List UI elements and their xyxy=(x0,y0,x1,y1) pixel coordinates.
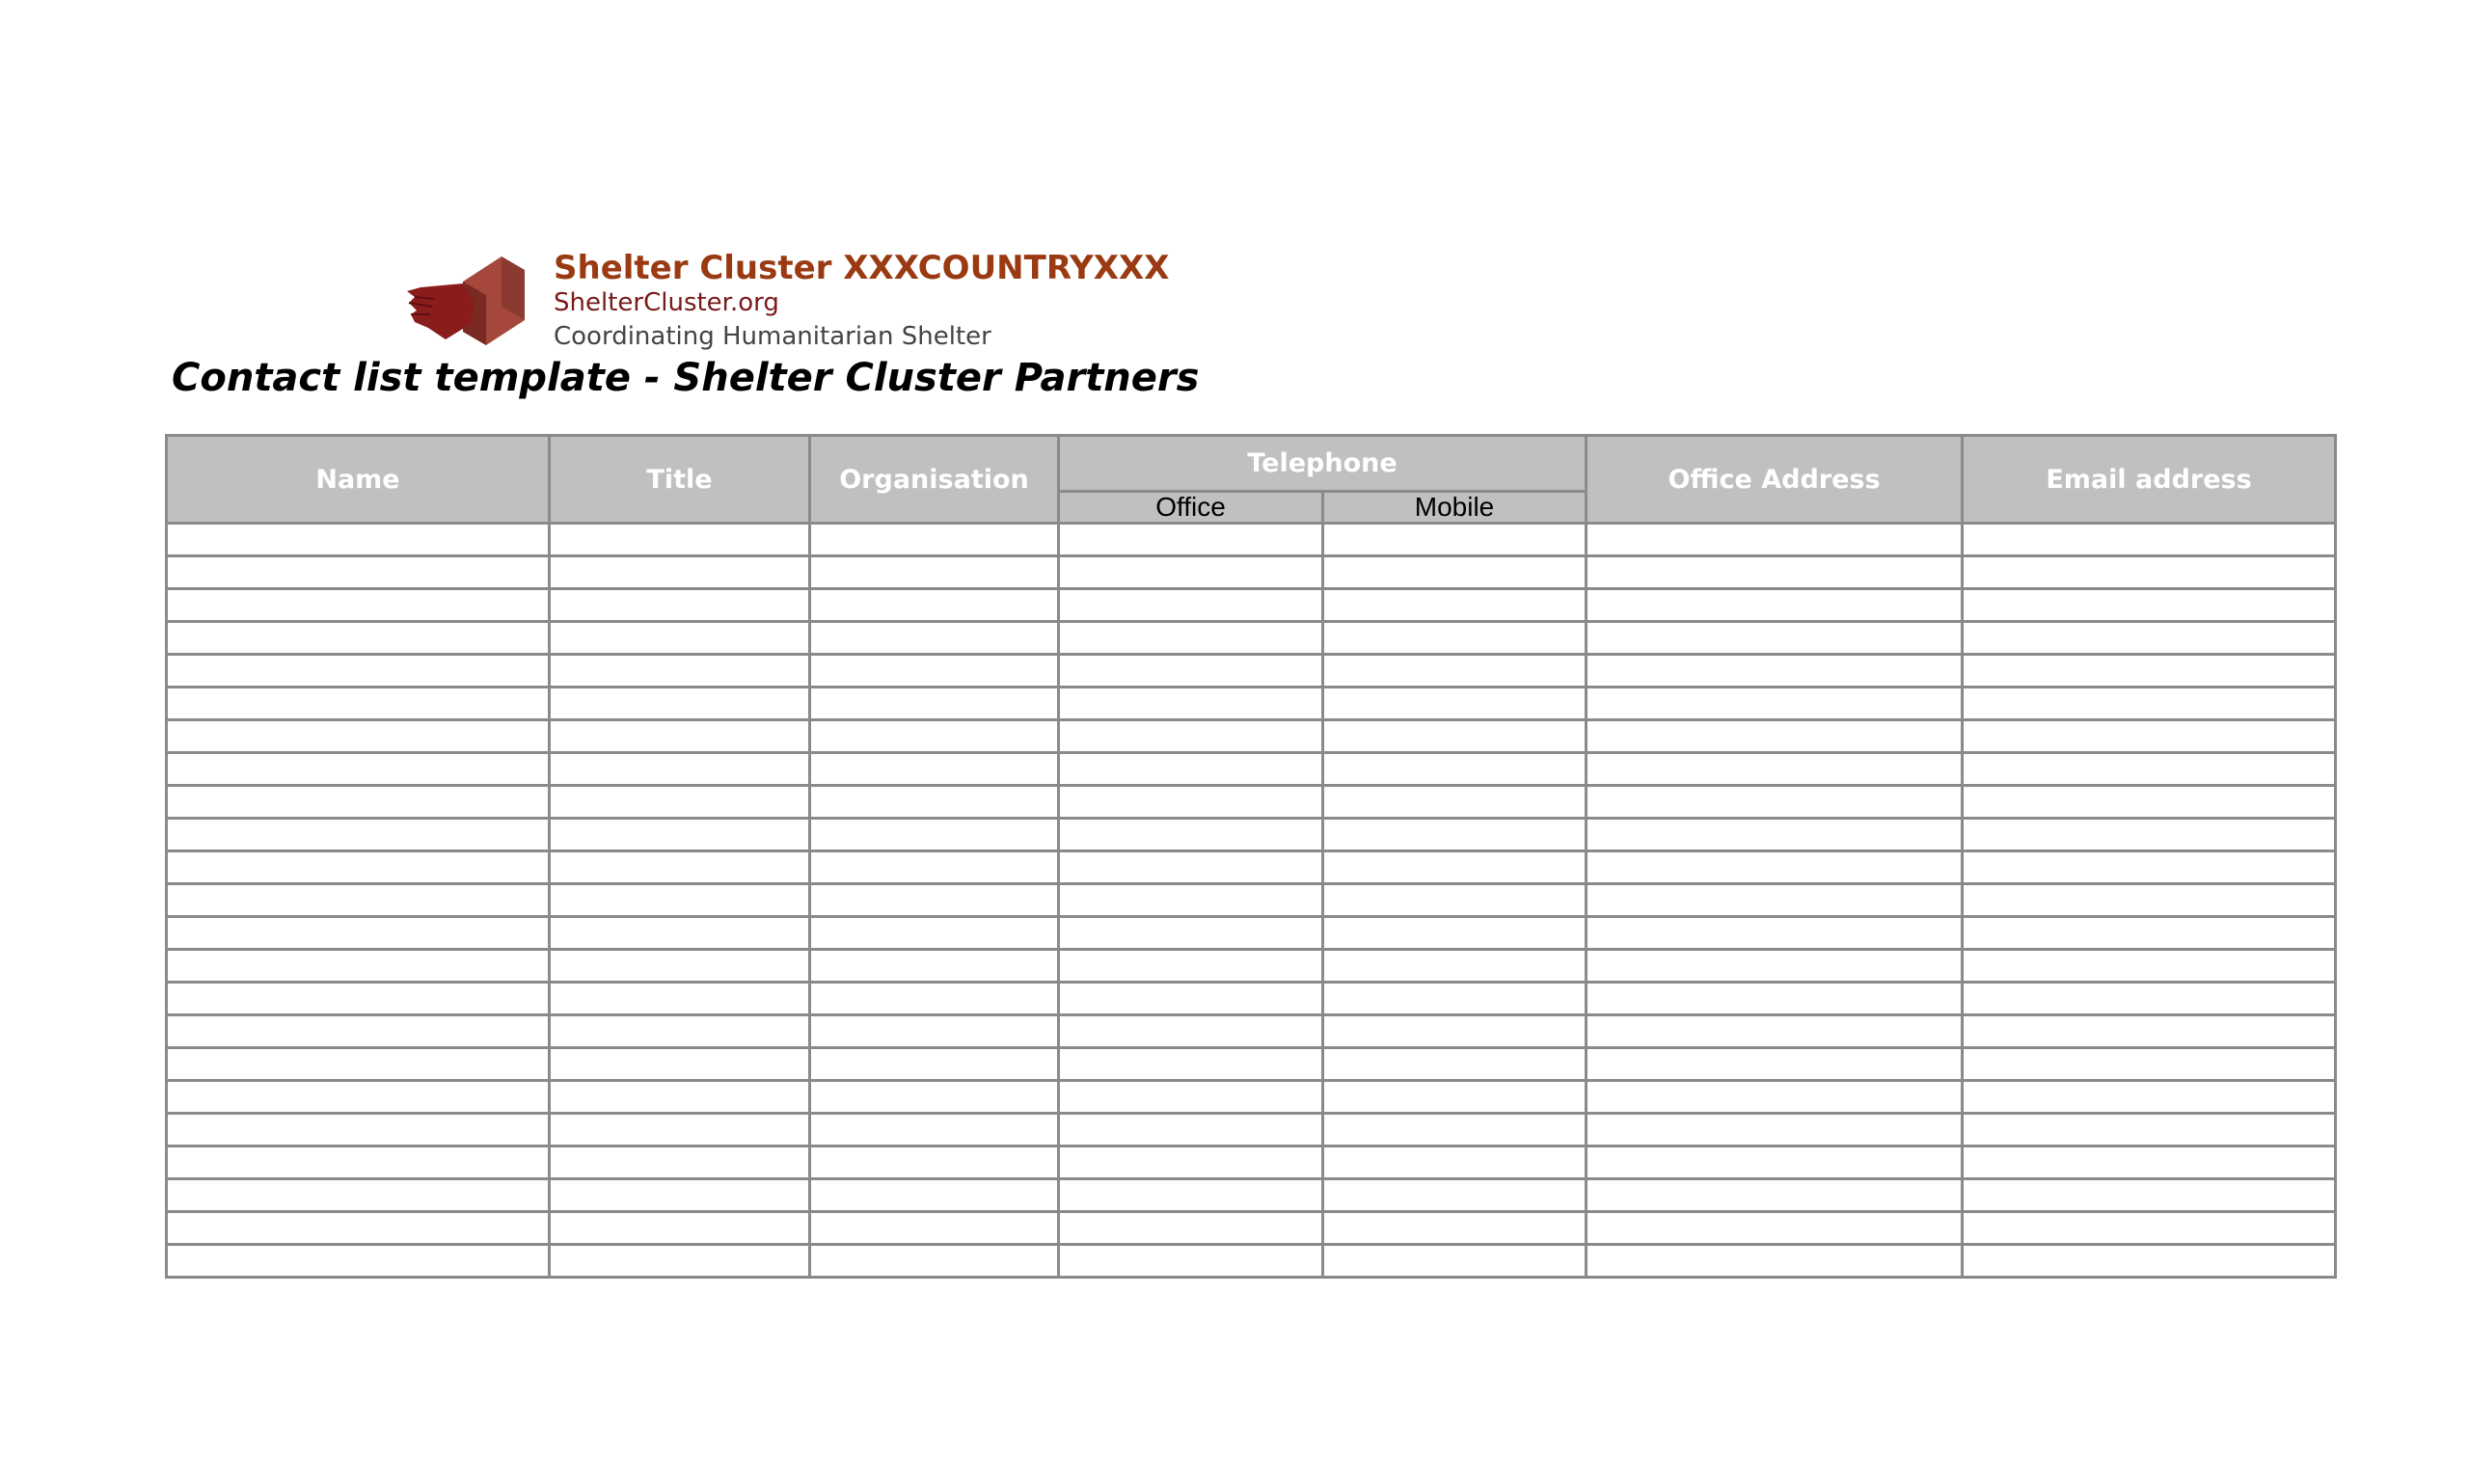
cell-name[interactable] xyxy=(167,655,550,688)
cell-telephone-mobile[interactable] xyxy=(1323,589,1587,622)
cell-telephone-office[interactable] xyxy=(1059,556,1323,589)
table-row xyxy=(167,556,2336,589)
table-row xyxy=(167,1245,2336,1278)
cell-telephone-mobile[interactable] xyxy=(1323,688,1587,720)
table-row xyxy=(167,655,2336,688)
cell-name[interactable] xyxy=(167,720,550,753)
cell-telephone-office[interactable] xyxy=(1059,1114,1323,1147)
cell-telephone-office[interactable] xyxy=(1059,655,1323,688)
cell-title[interactable] xyxy=(550,720,810,753)
table-row xyxy=(167,720,2336,753)
cell-office-address[interactable] xyxy=(1587,1114,1963,1147)
cell-telephone-office[interactable] xyxy=(1059,1015,1323,1048)
cell-telephone-mobile[interactable] xyxy=(1323,1212,1587,1245)
table-row xyxy=(167,786,2336,819)
cell-telephone-office[interactable] xyxy=(1059,622,1323,655)
cell-organisation[interactable] xyxy=(810,1212,1059,1245)
cell-email-address[interactable] xyxy=(1963,655,2336,688)
cell-telephone-mobile[interactable] xyxy=(1323,851,1587,884)
cell-telephone-office[interactable] xyxy=(1059,1179,1323,1212)
cell-telephone-mobile[interactable] xyxy=(1323,753,1587,786)
cell-title[interactable] xyxy=(550,1114,810,1147)
org-tagline: Coordinating Humanitarian Shelter xyxy=(554,322,991,351)
cell-organisation[interactable] xyxy=(810,688,1059,720)
cell-email-address[interactable] xyxy=(1963,786,2336,819)
cell-title[interactable] xyxy=(550,622,810,655)
cell-email-address[interactable] xyxy=(1963,556,2336,589)
cell-office-address[interactable] xyxy=(1587,753,1963,786)
cell-title[interactable] xyxy=(550,1147,810,1179)
contact-list-table xyxy=(165,434,2337,1279)
cell-telephone-mobile[interactable] xyxy=(1323,1081,1587,1114)
cell-organisation[interactable] xyxy=(810,1114,1059,1147)
cell-office-address[interactable] xyxy=(1587,622,1963,655)
cell-title[interactable] xyxy=(550,524,810,556)
cell-email-address[interactable] xyxy=(1963,1081,2336,1114)
table-row xyxy=(167,1212,2336,1245)
cell-name[interactable] xyxy=(167,1114,550,1147)
cell-telephone-mobile[interactable] xyxy=(1323,917,1587,950)
column-header-title: Title xyxy=(550,436,810,524)
cell-organisation[interactable] xyxy=(810,1015,1059,1048)
cell-email-address[interactable] xyxy=(1963,622,2336,655)
cell-telephone-mobile[interactable] xyxy=(1323,1048,1587,1081)
cell-organisation[interactable] xyxy=(810,1048,1059,1081)
table-row xyxy=(167,622,2336,655)
cell-email-address[interactable] xyxy=(1963,688,2336,720)
table-row xyxy=(167,753,2336,786)
cell-email-address[interactable] xyxy=(1963,1212,2336,1245)
cell-title[interactable] xyxy=(550,917,810,950)
cell-email-address[interactable] xyxy=(1963,917,2336,950)
cell-office-address[interactable] xyxy=(1587,556,1963,589)
cell-email-address[interactable] xyxy=(1963,950,2336,983)
cell-office-address[interactable] xyxy=(1587,917,1963,950)
cell-title[interactable] xyxy=(550,1048,810,1081)
cell-telephone-office[interactable] xyxy=(1059,1147,1323,1179)
page-title: Contact list template - Shelter Cluster Partners xyxy=(172,356,1200,400)
cell-telephone-office[interactable] xyxy=(1059,983,1323,1015)
cell-organisation[interactable] xyxy=(810,720,1059,753)
table-row xyxy=(167,884,2336,917)
cell-organisation[interactable] xyxy=(810,753,1059,786)
cell-telephone-mobile[interactable] xyxy=(1323,655,1587,688)
table-row xyxy=(167,983,2336,1015)
column-header-organisation: Organisation xyxy=(810,436,1059,524)
cell-title[interactable] xyxy=(550,1245,810,1278)
cell-name[interactable] xyxy=(167,753,550,786)
cell-office-address[interactable] xyxy=(1587,1147,1963,1179)
cell-organisation[interactable] xyxy=(810,1147,1059,1179)
cell-office-address[interactable] xyxy=(1587,589,1963,622)
cell-email-address[interactable] xyxy=(1963,1015,2336,1048)
cell-title[interactable] xyxy=(550,753,810,786)
org-url: ShelterCluster.org xyxy=(554,288,779,317)
cell-title[interactable] xyxy=(550,851,810,884)
cell-telephone-mobile[interactable] xyxy=(1323,720,1587,753)
cell-title[interactable] xyxy=(550,1081,810,1114)
cell-telephone-mobile[interactable] xyxy=(1323,819,1587,851)
cell-telephone-office[interactable] xyxy=(1059,819,1323,851)
cell-name[interactable] xyxy=(167,983,550,1015)
cell-name[interactable] xyxy=(167,1147,550,1179)
org-name: Shelter Cluster XXXCOUNTRYXXX xyxy=(554,249,1170,287)
cell-name[interactable] xyxy=(167,589,550,622)
cell-title[interactable] xyxy=(550,688,810,720)
cell-name[interactable] xyxy=(167,884,550,917)
cell-telephone-mobile[interactable] xyxy=(1323,950,1587,983)
cell-telephone-office[interactable] xyxy=(1059,786,1323,819)
cell-name[interactable] xyxy=(167,917,550,950)
cell-title[interactable] xyxy=(550,1015,810,1048)
cell-telephone-office[interactable] xyxy=(1059,1212,1323,1245)
table-row xyxy=(167,1114,2336,1147)
column-header-email-address: Email address xyxy=(1963,436,2336,524)
cell-telephone-office[interactable] xyxy=(1059,688,1323,720)
cell-office-address[interactable] xyxy=(1587,1048,1963,1081)
cell-name[interactable] xyxy=(167,1048,550,1081)
cell-title[interactable] xyxy=(550,655,810,688)
cell-organisation[interactable] xyxy=(810,556,1059,589)
cell-email-address[interactable] xyxy=(1963,1179,2336,1212)
cell-organisation[interactable] xyxy=(810,622,1059,655)
cell-email-address[interactable] xyxy=(1963,983,2336,1015)
cell-name[interactable] xyxy=(167,688,550,720)
cell-telephone-office[interactable] xyxy=(1059,1048,1323,1081)
cell-telephone-office[interactable] xyxy=(1059,950,1323,983)
cell-organisation[interactable] xyxy=(810,983,1059,1015)
cell-organisation[interactable] xyxy=(810,819,1059,851)
cell-title[interactable] xyxy=(550,950,810,983)
cell-telephone-mobile[interactable] xyxy=(1323,1245,1587,1278)
cell-telephone-mobile[interactable] xyxy=(1323,786,1587,819)
cell-email-address[interactable] xyxy=(1963,1147,2336,1179)
cell-name[interactable] xyxy=(167,622,550,655)
table-row xyxy=(167,1179,2336,1212)
cell-telephone-mobile[interactable] xyxy=(1323,1147,1587,1179)
cell-email-address[interactable] xyxy=(1963,720,2336,753)
cell-title[interactable] xyxy=(550,786,810,819)
cell-organisation[interactable] xyxy=(810,1179,1059,1212)
cell-telephone-office[interactable] xyxy=(1059,589,1323,622)
cell-telephone-mobile[interactable] xyxy=(1323,524,1587,556)
cell-organisation[interactable] xyxy=(810,950,1059,983)
cell-title[interactable] xyxy=(550,983,810,1015)
table-body xyxy=(167,524,2336,1278)
cell-name[interactable] xyxy=(167,1245,550,1278)
table-row xyxy=(167,589,2336,622)
cell-organisation[interactable] xyxy=(810,917,1059,950)
cell-office-address[interactable] xyxy=(1587,884,1963,917)
column-header-name: Name xyxy=(167,436,550,524)
cell-organisation[interactable] xyxy=(810,786,1059,819)
column-header-telephone-office: Office xyxy=(1059,492,1323,524)
cell-telephone-mobile[interactable] xyxy=(1323,884,1587,917)
cell-name[interactable] xyxy=(167,851,550,884)
cell-telephone-mobile[interactable] xyxy=(1323,622,1587,655)
cell-office-address[interactable] xyxy=(1587,1015,1963,1048)
cell-organisation[interactable] xyxy=(810,851,1059,884)
cell-title[interactable] xyxy=(550,884,810,917)
cell-email-address[interactable] xyxy=(1963,1245,2336,1278)
cell-organisation[interactable] xyxy=(810,1245,1059,1278)
table-row xyxy=(167,917,2336,950)
cell-office-address[interactable] xyxy=(1587,655,1963,688)
table-row xyxy=(167,819,2336,851)
shelter-cluster-logo-icon xyxy=(407,255,525,347)
cell-telephone-mobile[interactable] xyxy=(1323,1179,1587,1212)
cell-telephone-mobile[interactable] xyxy=(1323,1015,1587,1048)
cell-email-address[interactable] xyxy=(1963,851,2336,884)
cell-office-address[interactable] xyxy=(1587,524,1963,556)
table-row xyxy=(167,1048,2336,1081)
table-row xyxy=(167,688,2336,720)
cell-office-address[interactable] xyxy=(1587,1081,1963,1114)
cell-office-address[interactable] xyxy=(1587,688,1963,720)
column-header-office-address: Office Address xyxy=(1587,436,1963,524)
cell-email-address[interactable] xyxy=(1963,884,2336,917)
cell-title[interactable] xyxy=(550,589,810,622)
cell-telephone-office[interactable] xyxy=(1059,524,1323,556)
cell-email-address[interactable] xyxy=(1963,524,2336,556)
cell-telephone-mobile[interactable] xyxy=(1323,983,1587,1015)
cell-telephone-office[interactable] xyxy=(1059,1081,1323,1114)
cell-office-address[interactable] xyxy=(1587,1179,1963,1212)
cell-telephone-mobile[interactable] xyxy=(1323,556,1587,589)
cell-telephone-office[interactable] xyxy=(1059,720,1323,753)
cell-email-address[interactable] xyxy=(1963,1048,2336,1081)
cell-telephone-office[interactable] xyxy=(1059,851,1323,884)
cell-email-address[interactable] xyxy=(1963,1114,2336,1147)
column-header-telephone: Telephone xyxy=(1059,436,1587,492)
table-row xyxy=(167,1081,2336,1114)
cell-telephone-office[interactable] xyxy=(1059,917,1323,950)
cell-name[interactable] xyxy=(167,786,550,819)
table-row xyxy=(167,1015,2336,1048)
table-row xyxy=(167,851,2336,884)
cell-name[interactable] xyxy=(167,1179,550,1212)
cell-name[interactable] xyxy=(167,524,550,556)
cell-email-address[interactable] xyxy=(1963,819,2336,851)
cell-name[interactable] xyxy=(167,556,550,589)
table-row xyxy=(167,1147,2336,1179)
table-row xyxy=(167,950,2336,983)
cell-office-address[interactable] xyxy=(1587,1212,1963,1245)
cell-office-address[interactable] xyxy=(1587,786,1963,819)
cell-organisation[interactable] xyxy=(810,1081,1059,1114)
cell-email-address[interactable] xyxy=(1963,753,2336,786)
cell-office-address[interactable] xyxy=(1587,851,1963,884)
cell-title[interactable] xyxy=(550,556,810,589)
cell-telephone-office[interactable] xyxy=(1059,753,1323,786)
cell-title[interactable] xyxy=(550,1179,810,1212)
cell-office-address[interactable] xyxy=(1587,983,1963,1015)
cell-title[interactable] xyxy=(550,819,810,851)
cell-title[interactable] xyxy=(550,1212,810,1245)
cell-name[interactable] xyxy=(167,819,550,851)
column-header-telephone-mobile: Mobile xyxy=(1323,492,1587,524)
cell-name[interactable] xyxy=(167,950,550,983)
cell-organisation[interactable] xyxy=(810,884,1059,917)
cell-telephone-office[interactable] xyxy=(1059,1245,1323,1278)
cell-name[interactable] xyxy=(167,1212,550,1245)
cell-name[interactable] xyxy=(167,1015,550,1048)
table-row xyxy=(167,524,2336,556)
cell-name[interactable] xyxy=(167,1081,550,1114)
cell-email-address[interactable] xyxy=(1963,589,2336,622)
cell-organisation[interactable] xyxy=(810,589,1059,622)
cell-organisation[interactable] xyxy=(810,524,1059,556)
cell-office-address[interactable] xyxy=(1587,720,1963,753)
cell-office-address[interactable] xyxy=(1587,1245,1963,1278)
cell-office-address[interactable] xyxy=(1587,950,1963,983)
cell-telephone-mobile[interactable] xyxy=(1323,1114,1587,1147)
cell-organisation[interactable] xyxy=(810,655,1059,688)
cell-telephone-office[interactable] xyxy=(1059,884,1323,917)
cell-office-address[interactable] xyxy=(1587,819,1963,851)
